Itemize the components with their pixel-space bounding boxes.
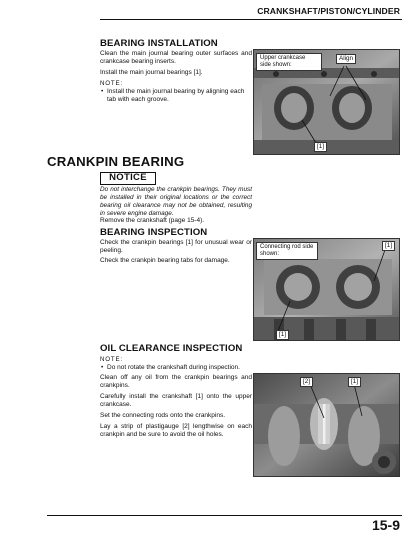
photo-connecting-rod [253,238,400,341]
crankshaft-plastigauge-illustration [254,374,400,477]
section-header: CRANKSHAFT/PISTON/CYLINDER [257,6,400,16]
photo-caption-connecting-rod: Connecting rod side shown: [256,242,318,260]
page-number: 15-9 [371,517,400,533]
bearing-installation-note-bullet: • Install the main journal bearing by aligning each tab with each groove. [100,88,248,104]
ref-tag-crankpin-bearing-2: [1] [276,330,289,340]
ref-tag-crankshaft: [1] [348,377,361,387]
bearing-installation-p1: Clean the main journal bearing outer surfaces and crankcase bearing inserts. [100,50,252,66]
crankpin-bearing-heading: CRANKPIN BEARING [47,154,185,169]
ref-tag-crankpin-bearing-1: [1] [382,241,395,251]
bearing-inspection-p1: Check the crankpin bearings [1] for unusual wear or peeling. [100,239,252,255]
oil-clearance-p1: Clean off any oil from the crankpin bearings and crankpins. [100,374,252,390]
notice-label: NOTICE [100,172,156,185]
photo-upper-crankcase [253,49,400,155]
notice-text: Do not interchange the crankpin bearings. They must be installed in their original locations or the correct bearing oil clearance may not be obtained, resulting in severe engine damage. [100,186,252,217]
bearing-inspection-heading: BEARING INSPECTION [100,227,208,238]
ref-tag-main-bearing: [1] [314,142,327,152]
footer-rule [47,515,402,516]
photo-crankshaft-plastigauge [253,373,400,477]
bearing-inspection-p2: Check the crankpin bearing tabs for damage. [100,257,230,264]
oil-clearance-note-label: NOTE: [100,356,123,363]
bearing-installation-note-label: NOTE: [100,80,123,87]
header-rule [100,19,402,20]
bearing-installation-heading: BEARING INSTALLATION [100,38,218,49]
bearing-installation-p2: Install the main journal bearings [1]. [100,69,203,76]
oil-clearance-p4: Lay a strip of plastigauge [2] lengthwise on each crankpin and be sure to avoid the oil holes. [100,423,252,439]
align-tag: Align [336,54,356,64]
ref-tag-plastigauge: [2] [300,377,313,387]
photo-caption-upper-crankcase: Upper crankcase side shown: [256,53,322,71]
oil-clearance-p3: Set the connecting rods onto the crankpins. [100,412,226,419]
oil-clearance-p2: Carefully install the crankshaft [1] onto the upper crankcase. [100,393,252,409]
oil-clearance-heading: OIL CLEARANCE INSPECTION [100,343,243,354]
remove-crankshaft-text: Remove the crankshaft (page 15-4). [100,217,205,224]
oil-clearance-note-bullet: • Do not rotate the crankshaft during inspection. [100,364,248,372]
